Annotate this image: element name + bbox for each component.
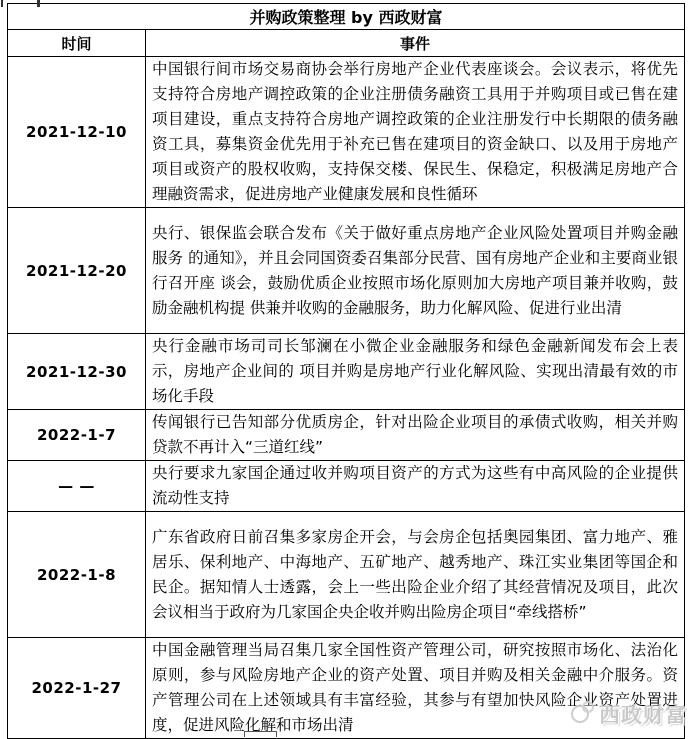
row-event: 传闻银行已告知部分优质房企，针对出险企业项目的承债式收购，相关并购贷款不再计入“三道红线” xyxy=(146,410,685,461)
title-row xyxy=(8,4,685,30)
table-row xyxy=(8,638,685,739)
column-header-event: 事件 xyxy=(146,30,685,57)
table-row xyxy=(8,461,685,512)
row-event: 中国金融管理当局召集几家全国性资产管理公司，研究按照市场化、法治化原则，参与风险房地产企业的资产处置、项目并购及相关金融中介服务。资产管理公司在上述领域具有丰富经验，其参与有望加快风险企业资产处置进度，促进风险化解和市场出清 xyxy=(146,638,685,739)
row-event: 中国银行间市场交易商协会举行房地产企业代表座谈会。会议表示，将优先支持符合房地产调控政策的企业注册债务融资工具用于并购项目或已售在建项目建设，重点支持符合房地产调控政策的企业注册发行中长期限的债务融资工具，募集资金优先用于补充已售在建项目的资金缺口、以及用于房地产项目或资产的股权收购，支持保交楼、保民生、保稳定，积极满足房地产合理融资需求，促进房地产业健康发展和良性循环 xyxy=(146,57,685,208)
row-date: — — xyxy=(8,461,146,512)
row-event: 央行金融市场司司长邹澜在小微企业金融服务和绿色金融新闻发布会上表示，房地产企业间的 项目并购是房地产行业化解风险、实现出清最有效的市场化手段 xyxy=(146,334,685,410)
table-row xyxy=(8,410,685,461)
policy-table xyxy=(7,3,685,739)
row-event: 央行、银保监会联合发布《关于做好重点房地产企业风险处置项目并购金融服务 的通知》，并且会同国资委召集部分民营、国有房地产企业和主要商业银行召开座 谈会，鼓励优质企业按照市场化原则加大房地产项目兼并收购，鼓励金融机构提 供兼并收购的金融服务，助力化解风险、促进行业出清 xyxy=(146,208,685,334)
header-row xyxy=(8,30,685,57)
table-row xyxy=(8,334,685,410)
row-date: 2022-1-7 xyxy=(8,410,146,461)
row-event: 央行要求九家国企通过收并购项目资产的方式为这些有中高风险的企业提供流动性支持 xyxy=(146,461,685,512)
column-header-time: 时间 xyxy=(8,30,146,57)
row-date: 2021-12-10 xyxy=(8,57,146,208)
row-date: 2021-12-20 xyxy=(8,208,146,334)
row-date: 2022-1-27 xyxy=(8,638,146,739)
cutoff-text-fragment xyxy=(1,0,3,7)
row-date: 2021-12-30 xyxy=(8,334,146,410)
row-event: 广东省政府日前召集多家房企开会，与会房企包括奥园集团、富力地产、雅居乐、保利地产、中海地产、五矿地产、越秀地产、珠江实业集团等国企和民企。据知情人士透露，会上一些出险企业介绍了其经营情况及项目，此次会议相当于政府为几家国企央企收并购出险房企项目“牵线搭桥” xyxy=(146,512,685,638)
table-row xyxy=(8,208,685,334)
cutoff-text-fragment xyxy=(37,0,40,7)
table-row xyxy=(8,512,685,638)
table-title: 并购政策整理 by 西政财富 xyxy=(8,4,685,30)
table-row xyxy=(8,57,685,208)
row-date: 2022-1-8 xyxy=(8,512,146,638)
cutoff-text-fragment xyxy=(244,731,277,737)
brand-watermark-label: 西政财富 xyxy=(599,703,687,727)
